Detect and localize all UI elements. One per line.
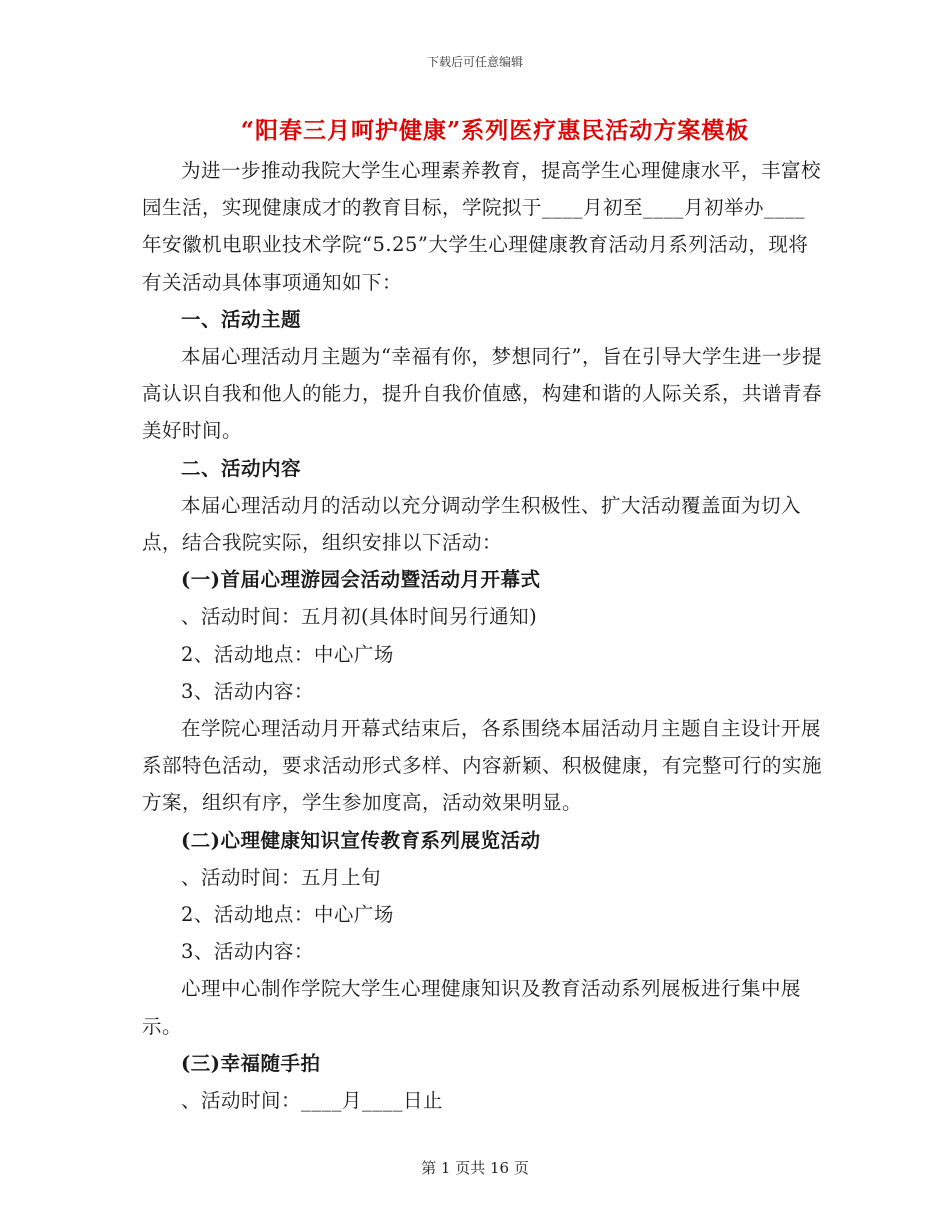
- activity-1-place: 2、活动地点：中心广场: [181, 642, 394, 666]
- page-header: 下载后可任意编辑: [426, 55, 523, 69]
- section-heading-theme: 一、活动主题: [181, 307, 302, 331]
- activity-2-heading: (二)心理健康知识宣传教育系列展览活动: [181, 828, 541, 852]
- activity-1-content: 在学院心理活动月开幕式结束后，各系围绕本届活动月主题自主设计开展系部特色活动，要求活动形式多样、内容新颖、积极健康，有完整可行的实施方案，组织有序，学生参加度高，活动效果明显。: [142, 717, 823, 815]
- intro-paragraph: 为进一步推动我院大学生心理素养教育，提高学生心理健康水平，丰富校园生活，实现健康成才的教育目标，学院拟于____月初至____月初举办____年安徽机电职业技术学院“5.25”大学生心理健康教育活动月系列活动，现将有关活动具体事项通知如下：: [142, 159, 822, 294]
- theme-paragraph: 本届心理活动月主题为“幸福有你，梦想同行”，旨在引导大学生进一步提高认识自我和他人的能力，提升自我价值感，构建和谐的人际关系，共谱青春美好时间。: [142, 345, 823, 443]
- activity-2-time: 、活动时间：五月上旬: [181, 865, 382, 889]
- content-paragraph: 本届心理活动月的活动以充分调动学生积极性、扩大活动覆盖面为切入点，结合我院实际，组织安排以下活动：: [142, 493, 802, 555]
- page-number: 第 1 页共 16 页: [421, 1159, 529, 1177]
- activity-3-heading: (三)幸福随手拍: [181, 1051, 321, 1075]
- section-heading-content: 二、活动内容: [181, 456, 302, 480]
- document-body: [142, 152, 822, 1119]
- activity-3-time: 、活动时间：____月____日止: [181, 1089, 444, 1113]
- activity-1-heading: (一)首届心理游园会活动暨活动月开幕式: [181, 568, 541, 592]
- activity-2-content: 心理中心制作学院大学生心理健康知识及教育活动系列展板进行集中展示。: [142, 977, 802, 1038]
- activity-2-place: 2、活动地点：中心广场: [181, 903, 394, 927]
- activity-1-content-label: 3、活动内容：: [181, 679, 314, 703]
- activity-2-content-label: 3、活动内容：: [181, 940, 314, 964]
- document-title: “阳春三月呵护健康”系列医疗惠民活动方案模板: [240, 117, 750, 144]
- activity-1-time: 、活动时间：五月初(具体时间另行通知): [181, 605, 538, 629]
